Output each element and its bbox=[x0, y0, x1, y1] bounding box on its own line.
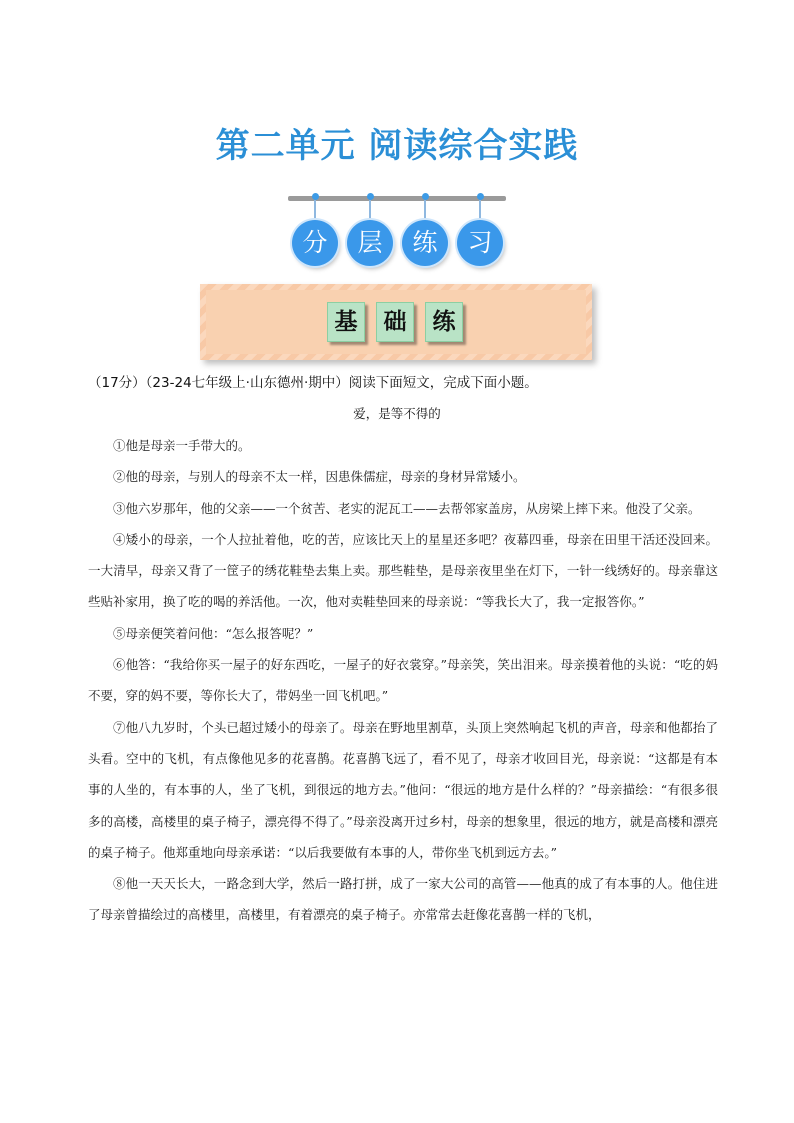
hanger-dot bbox=[312, 193, 319, 200]
section-tile: 练 bbox=[425, 302, 463, 342]
hanger-string bbox=[369, 200, 371, 222]
hanger-string bbox=[479, 200, 481, 222]
section-tile: 础 bbox=[376, 302, 414, 342]
paragraph: ④矮小的母亲，一个人拉扯着他，吃的苦，应该比天上的星星还多吧？夜幕四垂，母亲在田里干活还没回来。一大清早，母亲又背了一筐子的绣花鞋垫去集上卖。那些鞋垫，是母亲夜里坐在灯下，一针一线绣好的。母亲靠这些贴补家用，换了吃的喝的养活他。一次，他对卖鞋垫回来的母亲说：“等我长大了，我一定报答你。” bbox=[88, 531, 718, 610]
badge-circle: 分 bbox=[292, 220, 338, 266]
page-title: 第二单元 阅读综合实践 bbox=[215, 126, 579, 166]
paragraph: ①他是母亲一手带大的。 bbox=[113, 438, 251, 453]
hanger-dot bbox=[422, 193, 429, 200]
paragraph: ⑥他答：“我给你买一屋子的好东西吃，一屋子的好衣裳穿。”母亲笑，笑出泪来。母亲摸着他的头说：“吃的妈不要，穿的妈不要，等你长大了，带妈坐一回飞机吧。” bbox=[88, 657, 718, 704]
story-body bbox=[88, 430, 718, 931]
section-tile: 基 bbox=[327, 302, 365, 342]
paragraph: ⑤母亲便笑着问他：“怎么报答呢？” bbox=[113, 625, 314, 641]
hanger-dot bbox=[477, 193, 484, 200]
hanger-string bbox=[424, 200, 426, 222]
badge-circle: 练 bbox=[402, 220, 448, 266]
hanger-bar bbox=[288, 196, 506, 201]
question-intro: （17分）（23-24七年级上·山东德州·期中）阅读下面短文，完成下面小题。 bbox=[88, 375, 538, 391]
paragraph: ②他的母亲，与别人的母亲不太一样，因患侏儒症，母亲的身材异常矮小。 bbox=[113, 469, 526, 485]
hanger-string bbox=[314, 200, 316, 222]
paragraph: ⑧他一天天长大，一路念到大学，然后一路打拼，成了一家大公司的高管——他真的成了有本事的人。他住进了母亲曾描绘过的高楼里，高楼里，有着漂亮的桌子椅子。亦常常去赶像花喜鹊一样的飞机， bbox=[88, 876, 718, 923]
badge-circle: 层 bbox=[347, 220, 393, 266]
paragraph: ③他六岁那年，他的父亲——一个贫苦、老实的泥瓦工——去帮邻家盖房，从房梁上摔下来。他没了父亲。 bbox=[113, 500, 701, 516]
story-title: 爱，是等不得的 bbox=[353, 406, 441, 421]
paragraph: ⑦他八九岁时，个头已超过矮小的母亲了。母亲在野地里割草，头顶上突然响起飞机的声音，母亲和他都抬了头看。空中的飞机，有点像他见多的花喜鹊。花喜鹊飞远了，看不见了，母亲才收回目光，母亲说：“这都是有本事的人坐的，有本事的人，坐了飞机，到很远的地方去。”他问：“很远的地方是什么样的？”母亲描绘：“有很多很多的高楼，高楼里的桌子椅子，漂亮得不得了。”母亲没离开过乡村，母亲的想象里，很远的地方，就是高楼和漂亮的桌子椅子。他郑重地向母亲承诺：“以后我要做有本事的人，带你坐飞机到远方去。” bbox=[88, 719, 718, 860]
badge-circle: 习 bbox=[457, 220, 503, 266]
hanger-dot bbox=[367, 193, 374, 200]
